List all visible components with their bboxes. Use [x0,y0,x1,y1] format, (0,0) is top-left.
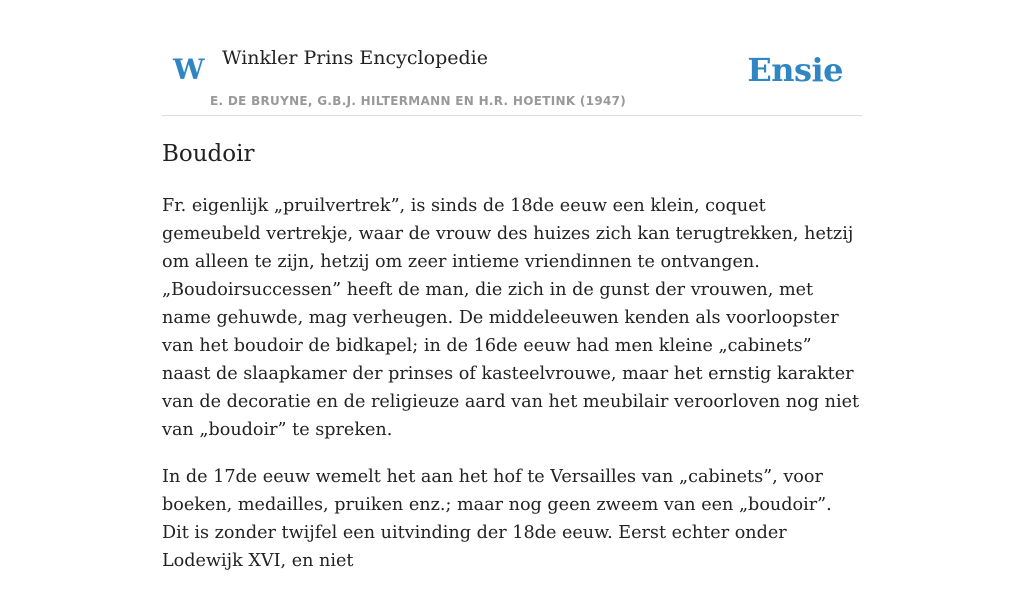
article-body [162,192,862,594]
source-header [162,36,862,116]
source-title[interactable]: Winkler Prins Encyclopedie [222,47,488,69]
article-title: Boudoir [162,141,255,167]
ensie-brand-logo[interactable]: Ensie [747,51,843,89]
source-authors: E. DE BRUYNE, G.B.J. HILTERMANN EN H.R. HOETINK (1947) [210,94,627,108]
article-paragraph: In de 17de eeuw wemelt het aan het hof te Versailles van „cabinets”, voor boeken, medailles, pruiken enz.; maar nog geen zweem van een „boudoir”. Dit is zonder twijfel een uitvinding der 18de eeuw. Eerst echter onder Lodewijk XVI, en niet [162,467,832,571]
article-paragraph: Fr. eigenlijk „pruilvertrek”, is sinds de 18de eeuw een klein, coquet gemeubeld vertrekje, waar de vrouw des huizes zich kan terugtrekken, hetzij om alleen te zijn, hetzij om zeer intieme vriendinnen te ontvangen. „Boudoirsuccessen” heeft de man, die zich in de gunst der vrouwen, met name gehuwde, mag verheugen. De middeleeuwen kenden als voorloopster van het boudoir de bidkapel; in de 16de eeuw had men kleine „cabinets” naast de slaapkamer der prinses of kasteelvrouwe, maar het ernstig karakter van de decoratie en de religieuze aard van het meubilair veroorloven nog niet van „boudoir” te spreken. [162,196,860,440]
winkler-prins-logo-icon[interactable]: W [173,53,205,86]
